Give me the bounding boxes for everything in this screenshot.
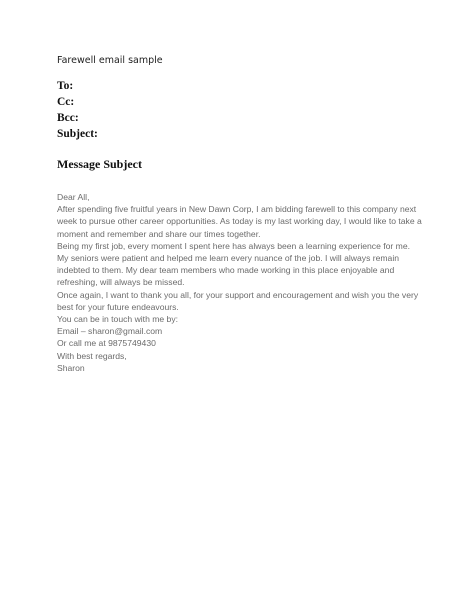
email-header-fields <box>57 78 98 142</box>
to-field-label: To: <box>57 80 74 92</box>
message-body <box>57 191 422 374</box>
contact-phone: Or call me at 9875749430 <box>57 338 156 349</box>
bcc-field-label: Bcc: <box>57 112 79 124</box>
body-paragraph-1: After spending five fruitful years in New Dawn Corp, I am bidding farewell to this company next week to pursue other career opportunities. As today is my last working day, I would like to take a moment and remember and share our times together. <box>57 204 422 239</box>
document-title: Farewell email sample <box>57 55 163 66</box>
message-subject-heading: Message Subject <box>57 157 142 171</box>
contact-intro: You can be in touch with me by: <box>57 314 179 325</box>
body-paragraph-2: Being my first job, every moment I spent here has always been a learning experience for me. My seniors were patient and helped me learn every nuance of the job. I will always remain indebted to them. My dear team members who made working in this place enjoyable and refreshing, will always be missed. <box>57 240 410 288</box>
greeting: Dear All, <box>57 192 90 202</box>
closing: With best regards, <box>57 350 127 361</box>
signature: Sharon <box>57 362 85 373</box>
body-paragraph-3: Once again, I want to thank you all, for your support and encouragement and wish you the very best for your future endeavours. <box>57 289 419 312</box>
cc-field-label: Cc: <box>57 96 75 108</box>
subject-field-label: Subject: <box>57 128 98 140</box>
contact-email: Email – sharon@gmail.com <box>57 326 163 337</box>
